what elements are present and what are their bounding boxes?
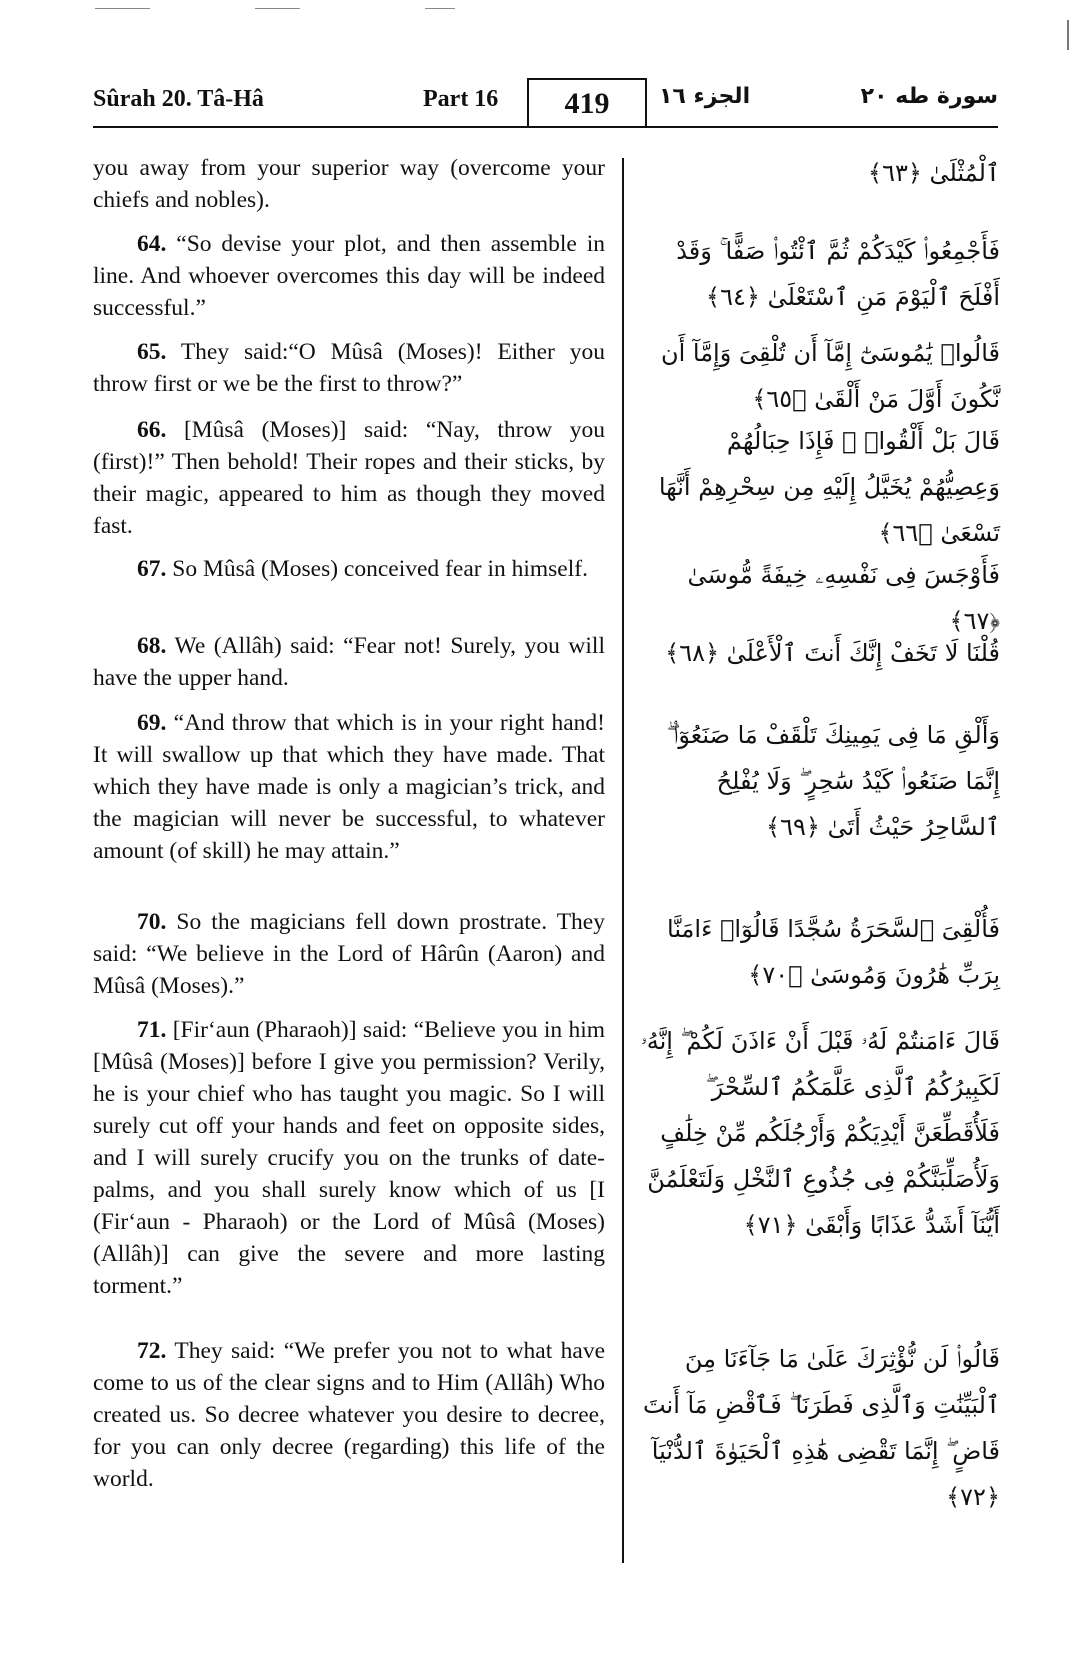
verse-63-english [93,152,605,216]
verse-text: They said:“O Mûsâ (Moses)! Either you throw first or we be the first to throw?” [93,339,605,397]
scan-mark [425,8,455,9]
verse-66-arabic: قَالَ بَلْ أَلْقُوا۟ ۖ فَإِذَا حِبَالُهُمْ وَعِصِيُّهُمْ يُخَيَّلُ إِلَيْهِ مِن سِحْرِهِمْ أَنَّهَا تَسْعَىٰ ﴿٦٦﴾ [658,427,1000,547]
verse-69-arabic: وَأَلْقِ مَا فِى يَمِينِكَ تَلْقَفْ مَا صَنَعُوٓا۟ ۖ إِنَّمَا صَنَعُوا۟ كَيْدُ سَٰحِرٍ ۖ وَلَا يُفْلِحُ ٱلسَّاحِرُ حَيْثُ أَتَىٰ ﴿٦٩﴾ [666,721,1000,841]
verse-number: 65. [137,339,167,365]
verse-number: 66. [137,417,167,443]
verse-text: So Mûsâ (Moses) conceived fear in himself. [172,556,588,582]
verse-65-english [93,336,605,400]
scan-mark [95,8,150,9]
verse-65-arabic: قَالُوا۟ يَٰمُوسَىٰٓ إِمَّآ أَن تُلْقِىَ وَإِمَّآ أَن نَّكُونَ أَوَّلَ مَنْ أَلْقَىٰ ﴿٦٥﴾ [660,339,1000,413]
verse-text: We (Allâh) said: “Fear not! Surely, you will have the upper hand. [93,633,605,691]
header-rule [93,126,998,128]
arabic-surah-title: سورة طه ٢٠ [860,84,998,109]
column-divider [622,158,624,1563]
verse-text: [Mûsâ (Moses)] said: “Nay, throw you (first)!” Then behold! Their ropes and their sticks, by their magic, appeared to him as though they moved fast. [93,417,606,539]
verse-70-english [93,906,605,1002]
verse-number: 70. [137,909,167,935]
verse-72-english [93,1335,605,1495]
verse-text: “And throw that which is in your right hand! It will swallow up that which they have made. That which they have made is only a magician’s trick, and the magician will never be successful, to whatever amount (of skill) he may attain.” [93,710,605,864]
arabic-part-label: الجزء ١٦ [659,84,751,109]
verse-68-arabic: قُلْنَا لَا تَخَفْ إِنَّكَ أَنتَ ٱلْأَعْلَىٰ ﴿٦٨﴾ [665,639,1000,667]
verse-number: 71. [137,1017,167,1043]
verse-number: 67. [137,556,167,582]
surah-title: Sûrah 20. Tâ-Hâ [93,86,264,112]
page-number: 419 [527,78,647,126]
verse-69-english [93,707,605,867]
verse-71-arabic: قَالَ ءَامَنتُمْ لَهُۥ قَبْلَ أَنْ ءَاذَنَ لَكُمْ ۖ إِنَّهُۥ لَكَبِيرُكُمُ ٱلَّذِى عَلَّمَكُمُ ٱلسِّحْرَ ۖ فَلَأُقَطِّعَنَّ أَيْدِيَكُمْ وَأَرْجُلَكُم مِّنْ خِلَٰفٍ وَلَأُصَلِّبَنَّكُمْ فِى جُذُوعِ ٱلنَّخْلِ وَلَتَعْلَمُنَّ أَيُّنَآ أَشَدُّ عَذَابًا وَأَبْقَىٰ ﴿٧١﴾ [640,1027,1000,1239]
verse-66-english [93,414,605,542]
verse-text: So the magicians fell down prostrate. They said: “We believe in the Lord of Hârûn (Aaron) and Mûsâ (Moses).” [93,909,605,999]
verse-text: They said: “We prefer you not to what have come to us of the clear signs and to Him (Allâh) Who created us. So decree whatever you desire to decree, for you can only decree (regarding) this life of the world. [93,1338,605,1492]
verse-63-arabic: ٱلْمُثْلَىٰ ﴿٦٣﴾ [868,159,1000,187]
scan-mark [255,8,300,9]
verse-number: 64. [137,231,167,257]
verse-text: [Fir‘aun (Pharaoh)] said: “Believe you in him [Mûsâ (Moses)] before I give you permission? Verily, he is your chief who has taught you magic. So I will surely cut off your hands and feet on opposite sides, and I will surely crucify you on the trunks of date-palms, and you shall surely know which of us [I (Fir‘aun - Pharaoh) or the Lord of Mûsâ (Moses) (Allâh)] can give the severe and more lasting torment.” [93,1017,606,1299]
verse-67-arabic: فَأَوْجَسَ فِى نَفْسِهِۦ خِيفَةً مُّوسَىٰ ﴿٦٧﴾ [687,561,1000,635]
verse-text: you away from your superior way (overcome your chiefs and nobles). [93,155,605,213]
page-header [93,78,998,126]
verse-number: 69. [137,710,167,736]
verse-text: “So devise your plot, and then assemble in line. And whoever overcomes this day will be indeed successful.” [93,231,606,321]
scan-mark [1067,20,1069,50]
verse-67-english [93,553,605,585]
part-label: Part 16 [423,86,499,112]
verse-number: 72. [137,1338,167,1364]
verse-64-english [93,228,605,324]
verse-68-english [93,630,605,694]
verse-70-arabic: فَأُلْقِىَ ٱلسَّحَرَةُ سُجَّدًا قَالُوٓا۟ ءَامَنَّا بِرَبِّ هَٰرُونَ وَمُوسَىٰ ﴿٧٠﴾ [667,915,1000,989]
verse-71-english [93,1014,605,1302]
verse-72-arabic: قَالُوا۟ لَن نُّؤْثِرَكَ عَلَىٰ مَا جَآءَنَا مِنَ ٱلْبَيِّنَٰتِ وَٱلَّذِى فَطَرَنَا ۖ فَٱقْضِ مَآ أَنتَ قَاضٍ ۖ إِنَّمَا تَقْضِى هَٰذِهِ ٱلْحَيَوٰةَ ٱلدُّنْيَآ ﴿٧٢﴾ [642,1345,1000,1511]
verse-number: 68. [137,633,167,659]
verse-64-arabic: فَأَجْمِعُوا۟ كَيْدَكُمْ ثُمَّ ٱئْتُوا۟ صَفًّا ۚ وَقَدْ أَفْلَحَ ٱلْيَوْمَ مَنِ ٱسْتَعْلَىٰ ﴿٦٤﴾ [676,237,1000,311]
